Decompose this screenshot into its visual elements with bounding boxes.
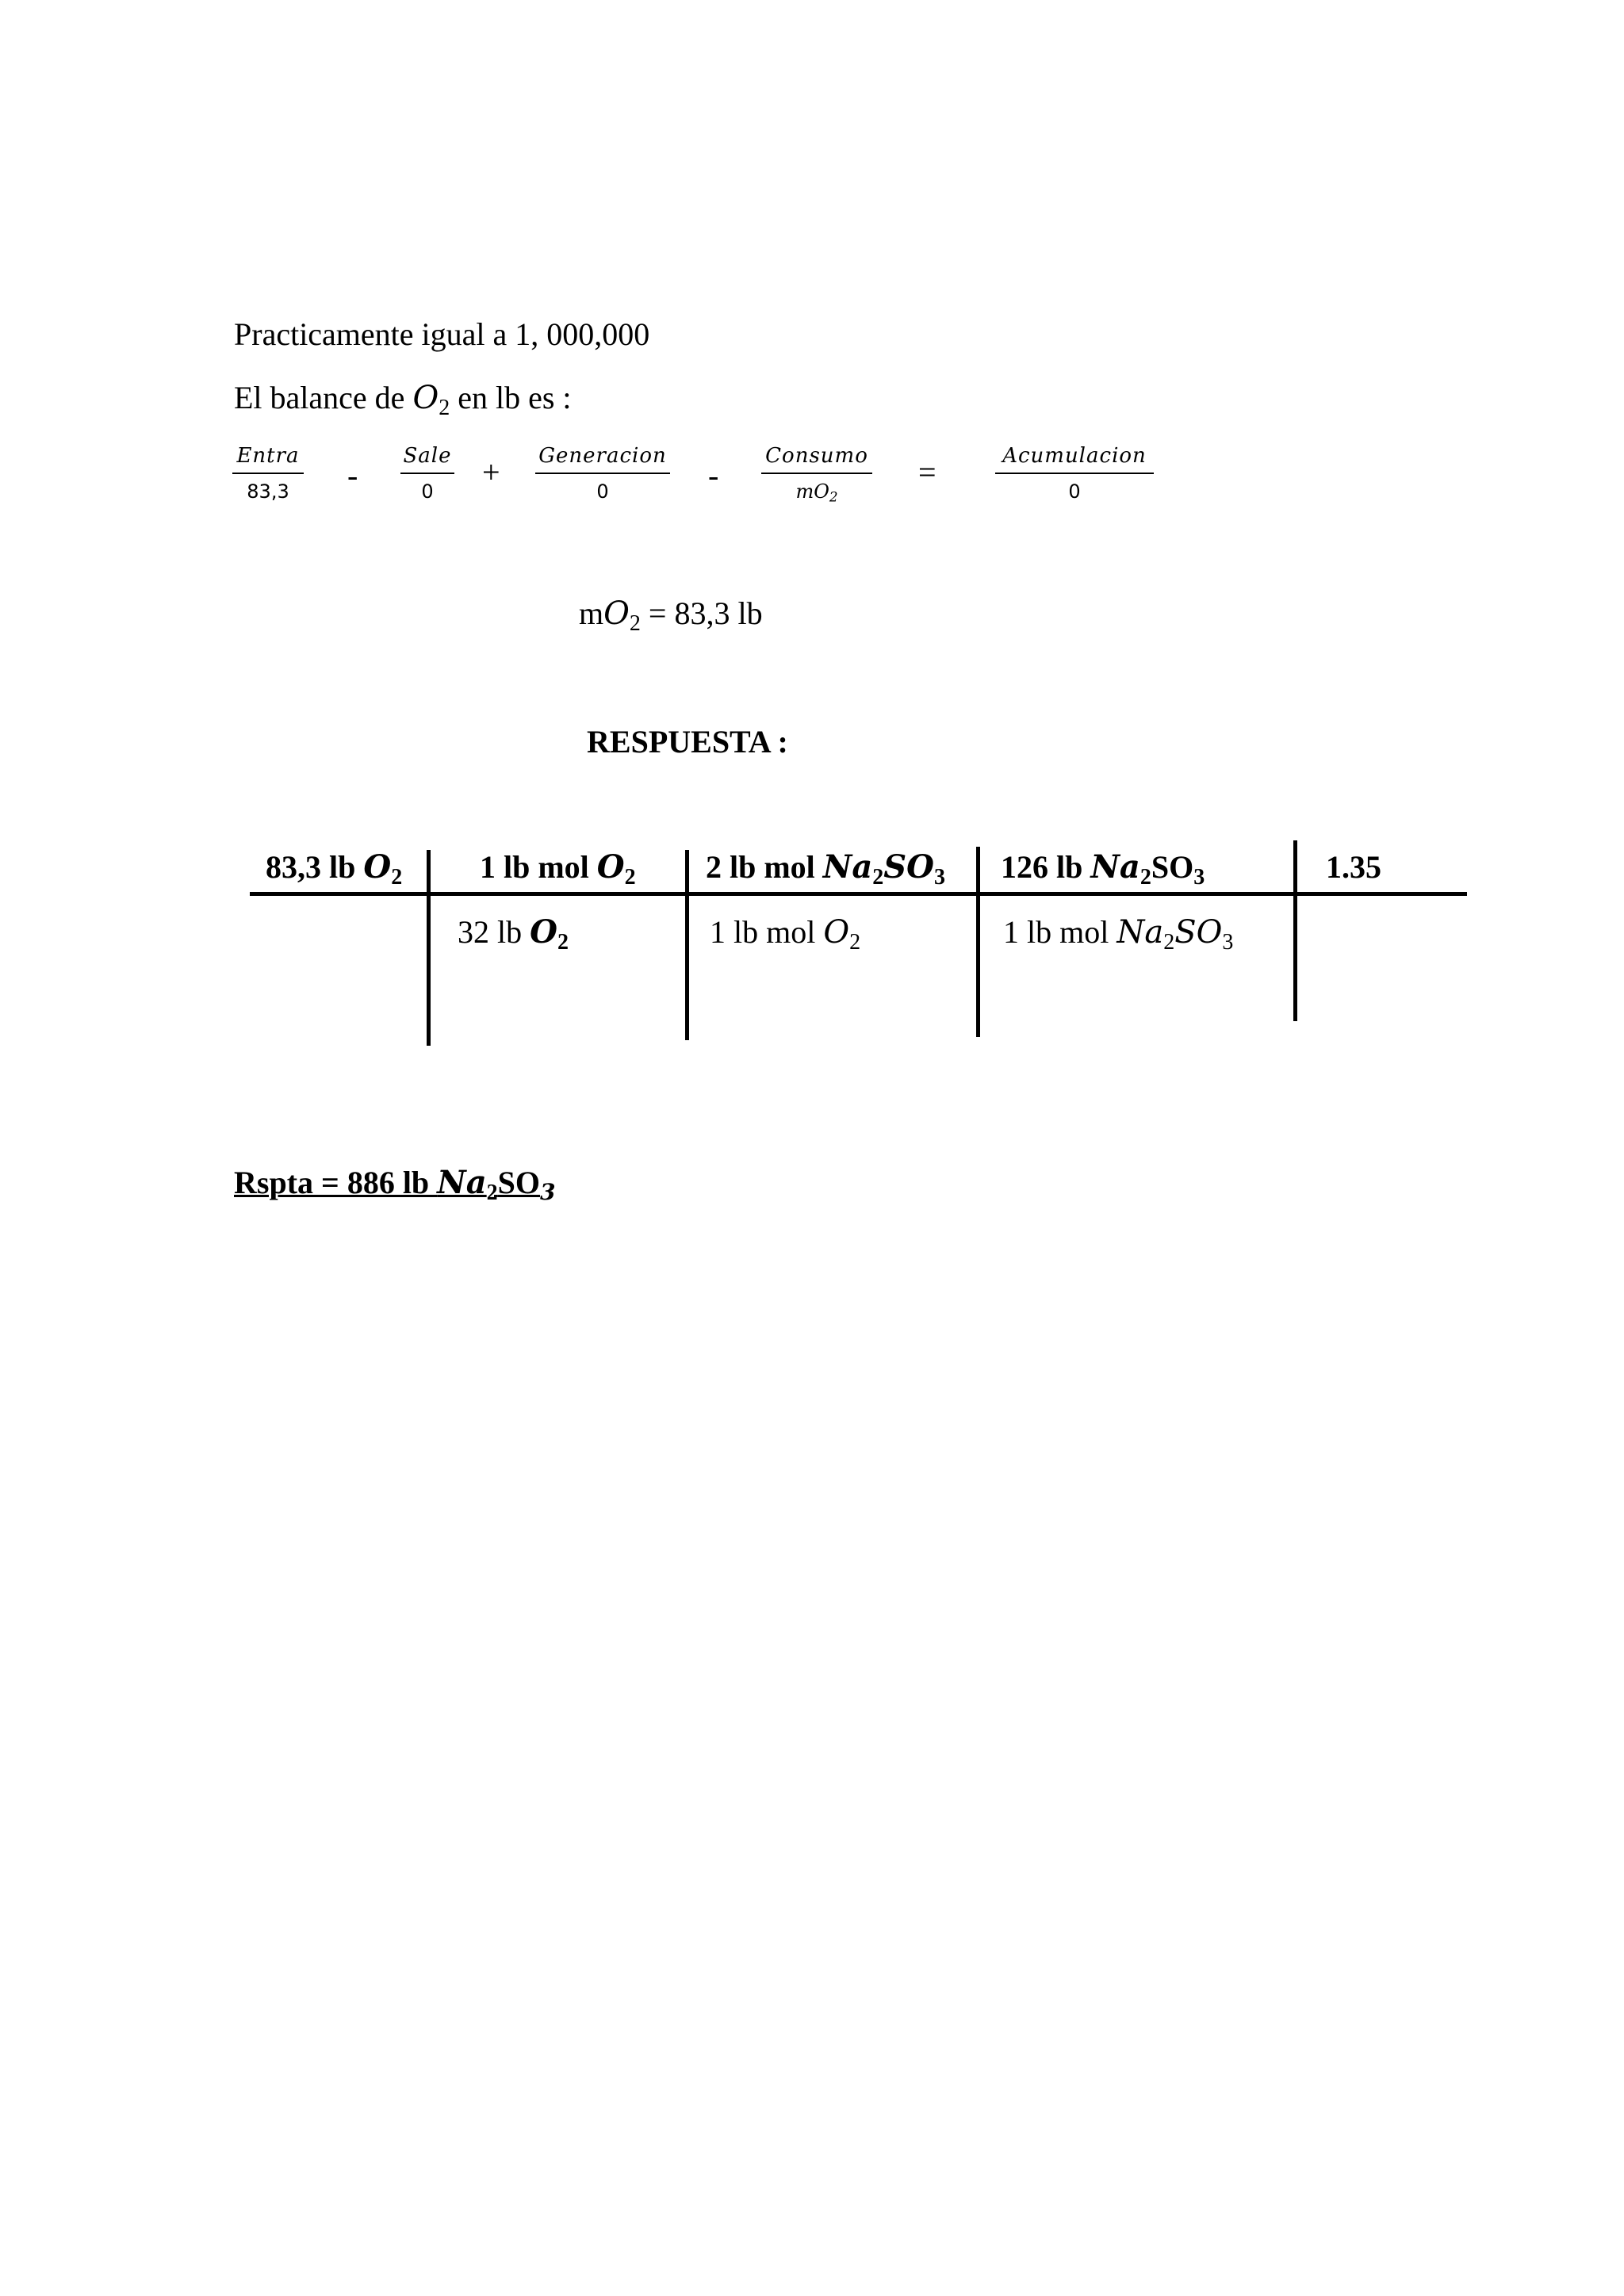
table-cell-bottom — [458, 913, 569, 955]
term-value — [761, 480, 872, 503]
table-cell-top — [1001, 848, 1205, 890]
cell-subscript: 2 — [1139, 864, 1151, 890]
cell-species: Na — [822, 848, 873, 886]
balance-term-acumulacion — [995, 444, 1154, 503]
result-prefix: m — [579, 595, 604, 631]
cell-species: Na — [1116, 914, 1164, 951]
balance-intro-prefix: El balance de — [234, 380, 413, 415]
table-divider — [685, 850, 689, 1040]
fraction-bar — [995, 473, 1154, 474]
table-divider — [1293, 840, 1297, 1021]
answer-subscript: 3 — [540, 1178, 556, 1205]
table-cell-top — [480, 848, 636, 890]
cell-species: O — [823, 914, 850, 951]
intro-line: Practicamente igual a 1, 000,000 — [234, 316, 650, 352]
answer-text: Rspta = 886 lb — [234, 1165, 438, 1200]
operator-equals: = — [918, 454, 936, 490]
respuesta-title: RESPUESTA : — [587, 724, 788, 760]
result-species: O — [603, 595, 630, 632]
balance-intro-line — [234, 379, 572, 420]
table-cell-bottom — [710, 913, 861, 955]
balance-intro-suffix: en lb es : — [450, 380, 572, 415]
cell-subscript: 2 — [624, 864, 636, 890]
term-label: Sale — [403, 444, 452, 468]
term-label: Acumulacion — [1002, 444, 1147, 468]
table-cell-top — [266, 848, 403, 890]
cell-text: 1 lb mol — [1003, 914, 1117, 950]
result-value: = 83,3 lb — [640, 595, 763, 631]
cell-subscript: 3 — [934, 864, 946, 890]
term-value: 0 — [1068, 480, 1081, 503]
cell-species: O — [363, 848, 392, 886]
balance-term-entra — [232, 444, 304, 503]
cell-species: SO — [1151, 849, 1194, 885]
fraction-bar — [232, 473, 304, 474]
consumo-subscript: 2 — [829, 488, 838, 505]
oxygen-species: O — [412, 380, 439, 416]
table-divider — [976, 847, 980, 1037]
answer-subscript: 2 — [486, 1180, 498, 1205]
fraction-bar — [400, 473, 454, 474]
cell-subscript: 3 — [1193, 864, 1205, 890]
cell-text: 32 lb — [458, 914, 530, 950]
consumo-value: mO — [795, 480, 829, 503]
term-label: Consumo — [765, 444, 868, 468]
fraction-bar — [761, 473, 872, 474]
table-horizontal-rule — [250, 892, 1467, 896]
cell-species: O — [596, 848, 625, 886]
table-cell-bottom — [1003, 913, 1234, 955]
answer-species: Na — [437, 1164, 487, 1201]
cell-species: Na — [1090, 848, 1140, 886]
operator-plus: + — [482, 454, 500, 490]
cell-species: O — [530, 913, 557, 951]
cell-subscript: 2 — [872, 864, 884, 890]
operator-minus: - — [347, 457, 358, 493]
term-label: Entra — [236, 444, 300, 468]
term-value: 83,3 — [247, 480, 289, 503]
final-answer — [234, 1164, 556, 1205]
cell-subscript: 2 — [391, 864, 403, 890]
term-value: 0 — [421, 480, 434, 503]
cell-species: SO — [883, 848, 935, 886]
cell-text: 1 lb mol — [710, 914, 824, 950]
cell-species: SO — [1174, 914, 1223, 951]
table-cell-top — [706, 848, 946, 890]
operator-minus: - — [708, 457, 719, 493]
term-label: Generacion — [538, 444, 667, 468]
cell-subscript: 3 — [1222, 929, 1234, 955]
table-divider — [427, 850, 431, 1046]
balance-term-consumo — [761, 444, 872, 503]
cell-text: 2 lb mol — [706, 849, 823, 885]
cell-subscript: 2 — [849, 929, 861, 955]
result-line — [579, 595, 763, 636]
table-cell-top: 1.35 — [1326, 849, 1381, 885]
oxygen-subscript: 2 — [439, 395, 450, 420]
cell-subscript: 2 — [1163, 929, 1175, 955]
cell-text: 83,3 lb — [266, 849, 364, 885]
cell-text: 126 lb — [1001, 849, 1091, 885]
balance-term-sale — [400, 444, 454, 503]
balance-term-generacion — [535, 444, 670, 503]
result-subscript: 2 — [629, 610, 641, 636]
cell-subscript: 2 — [557, 929, 569, 955]
answer-species: SO — [497, 1165, 541, 1200]
cell-text: 1 lb mol — [480, 849, 597, 885]
fraction-bar — [535, 473, 670, 474]
term-value: 0 — [596, 480, 609, 503]
